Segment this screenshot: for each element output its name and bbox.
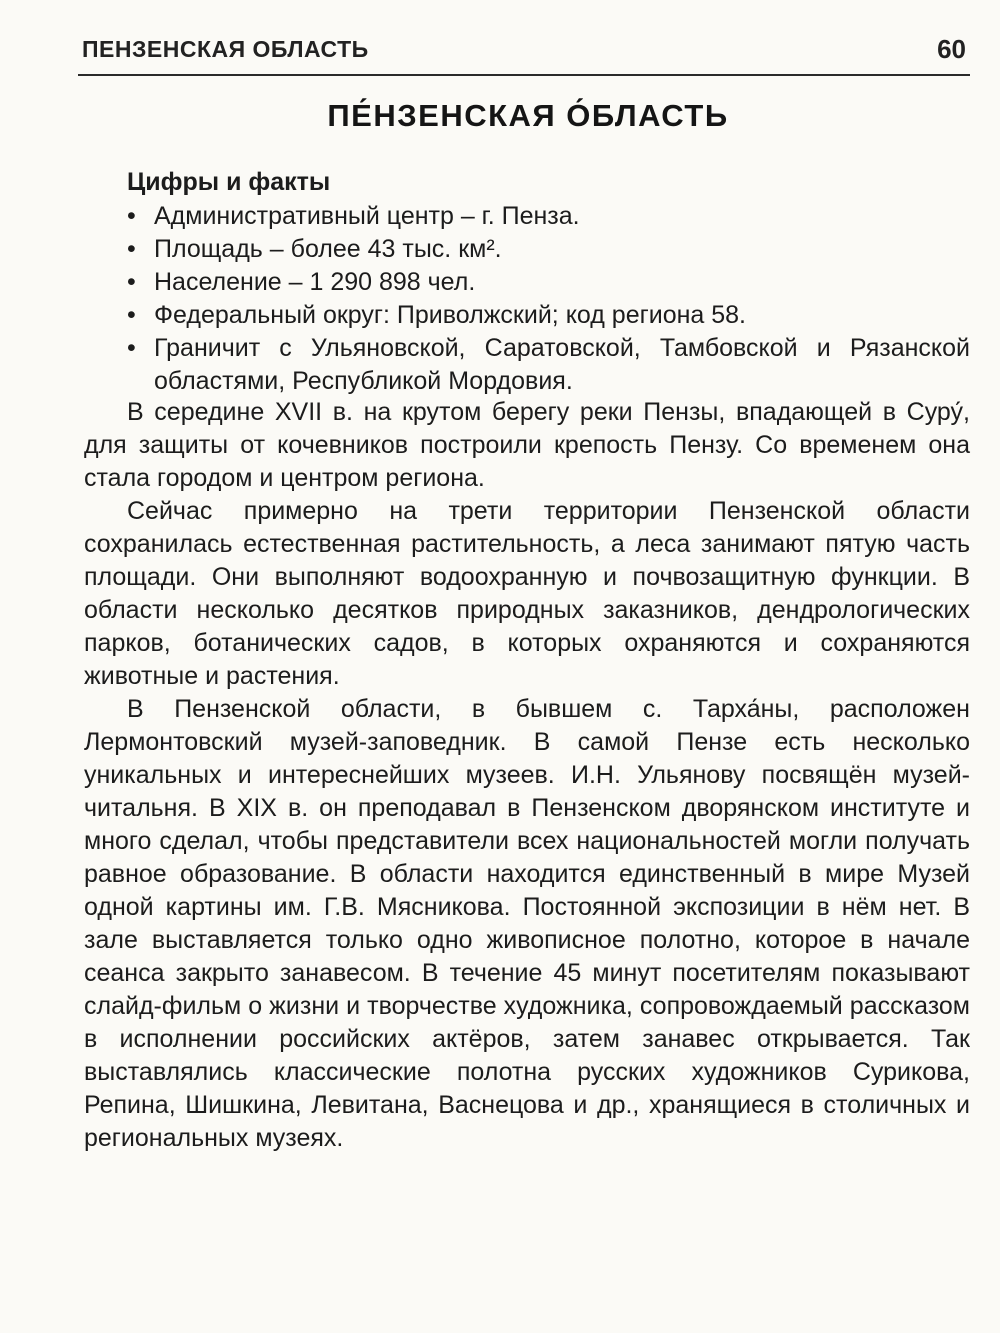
fact-text: Граничит с Ульяновской, Саратовской, Тамбовской и Рязанской областями, Республикой Мордовия. <box>154 334 970 395</box>
facts-section <box>127 166 970 398</box>
chapter-title: ПЕ́НЗЕНСКАЯ О́БЛАСТЬ <box>327 98 729 133</box>
facts-heading: Цифры и факты <box>127 168 331 196</box>
fact-text: Население – 1 290 898 чел. <box>154 268 476 296</box>
paragraph-museums: В Пензенской области, в бывшем с. Тарха́ны, расположен Лермонтовский музей-заповедник. В самой Пензе есть несколько уникальных и интереснейших музеев. И.Н. Ульянову посвящён музей-читальня. В XIX в. он преподавал в Пензенском дворянском институте и много сделал, чтобы представители всех национальностей могли получать равное образование. В области находится единственный в мире Музей одной картины им. Г.В. Мясникова. Постоянной экспозиции в нём нет. В зале выставляется только одно живописное полотно, которое в начале сеанса закрыто занавесом. В течение 45 минут посетителям показывают слайд-фильм о жизни и творчестве художника, сопровождаемый рассказом в исполнении российских актёров, затем занавес открывается. Так выставлялись классические полотна русских художников Сурикова, Репина, Шишкина, Левитана, Васнецова и др., хранящиеся в столичных и региональных музеях. <box>84 695 970 1152</box>
bullet-icon: • <box>127 301 136 329</box>
fact-item <box>127 332 970 398</box>
paragraph-founding: В середине XVII в. на крутом берегу реки Пензы, впадающей в Суру́, для защиты от кочевников построили крепость Пензу. Со временем она стала городом и центром региона. <box>84 398 970 492</box>
bullet-icon: • <box>127 202 136 230</box>
fact-item <box>127 200 970 233</box>
page-number: 60 <box>937 34 966 64</box>
fact-item <box>127 233 970 266</box>
fact-text: Федеральный округ: Приволжский; код региона 58. <box>154 301 747 329</box>
fact-text: Административный центр – г. Пенза. <box>154 202 580 230</box>
running-header <box>78 30 970 76</box>
fact-item <box>127 299 970 332</box>
running-title: ПЕНЗЕНСКАЯ ОБЛАСТЬ <box>82 36 369 62</box>
bullet-icon: • <box>127 235 136 263</box>
facts-list <box>127 200 970 398</box>
fact-item <box>127 266 970 299</box>
bullet-icon: • <box>127 334 136 362</box>
bullet-icon: • <box>127 268 136 296</box>
fact-text: Площадь – более 43 тыс. км². <box>154 235 502 263</box>
paragraph-nature: Сейчас примерно на трети территории Пензенской области сохранилась естественная растительность, а леса занимают пятую часть площади. Они выполняют водоохранную и почвозащитную функции. В области несколько десятков природных заказников, дендрологических парков, ботанических садов, в которых охраняются и сохраняются животные и растения. <box>84 497 970 690</box>
body-text <box>84 396 970 1155</box>
